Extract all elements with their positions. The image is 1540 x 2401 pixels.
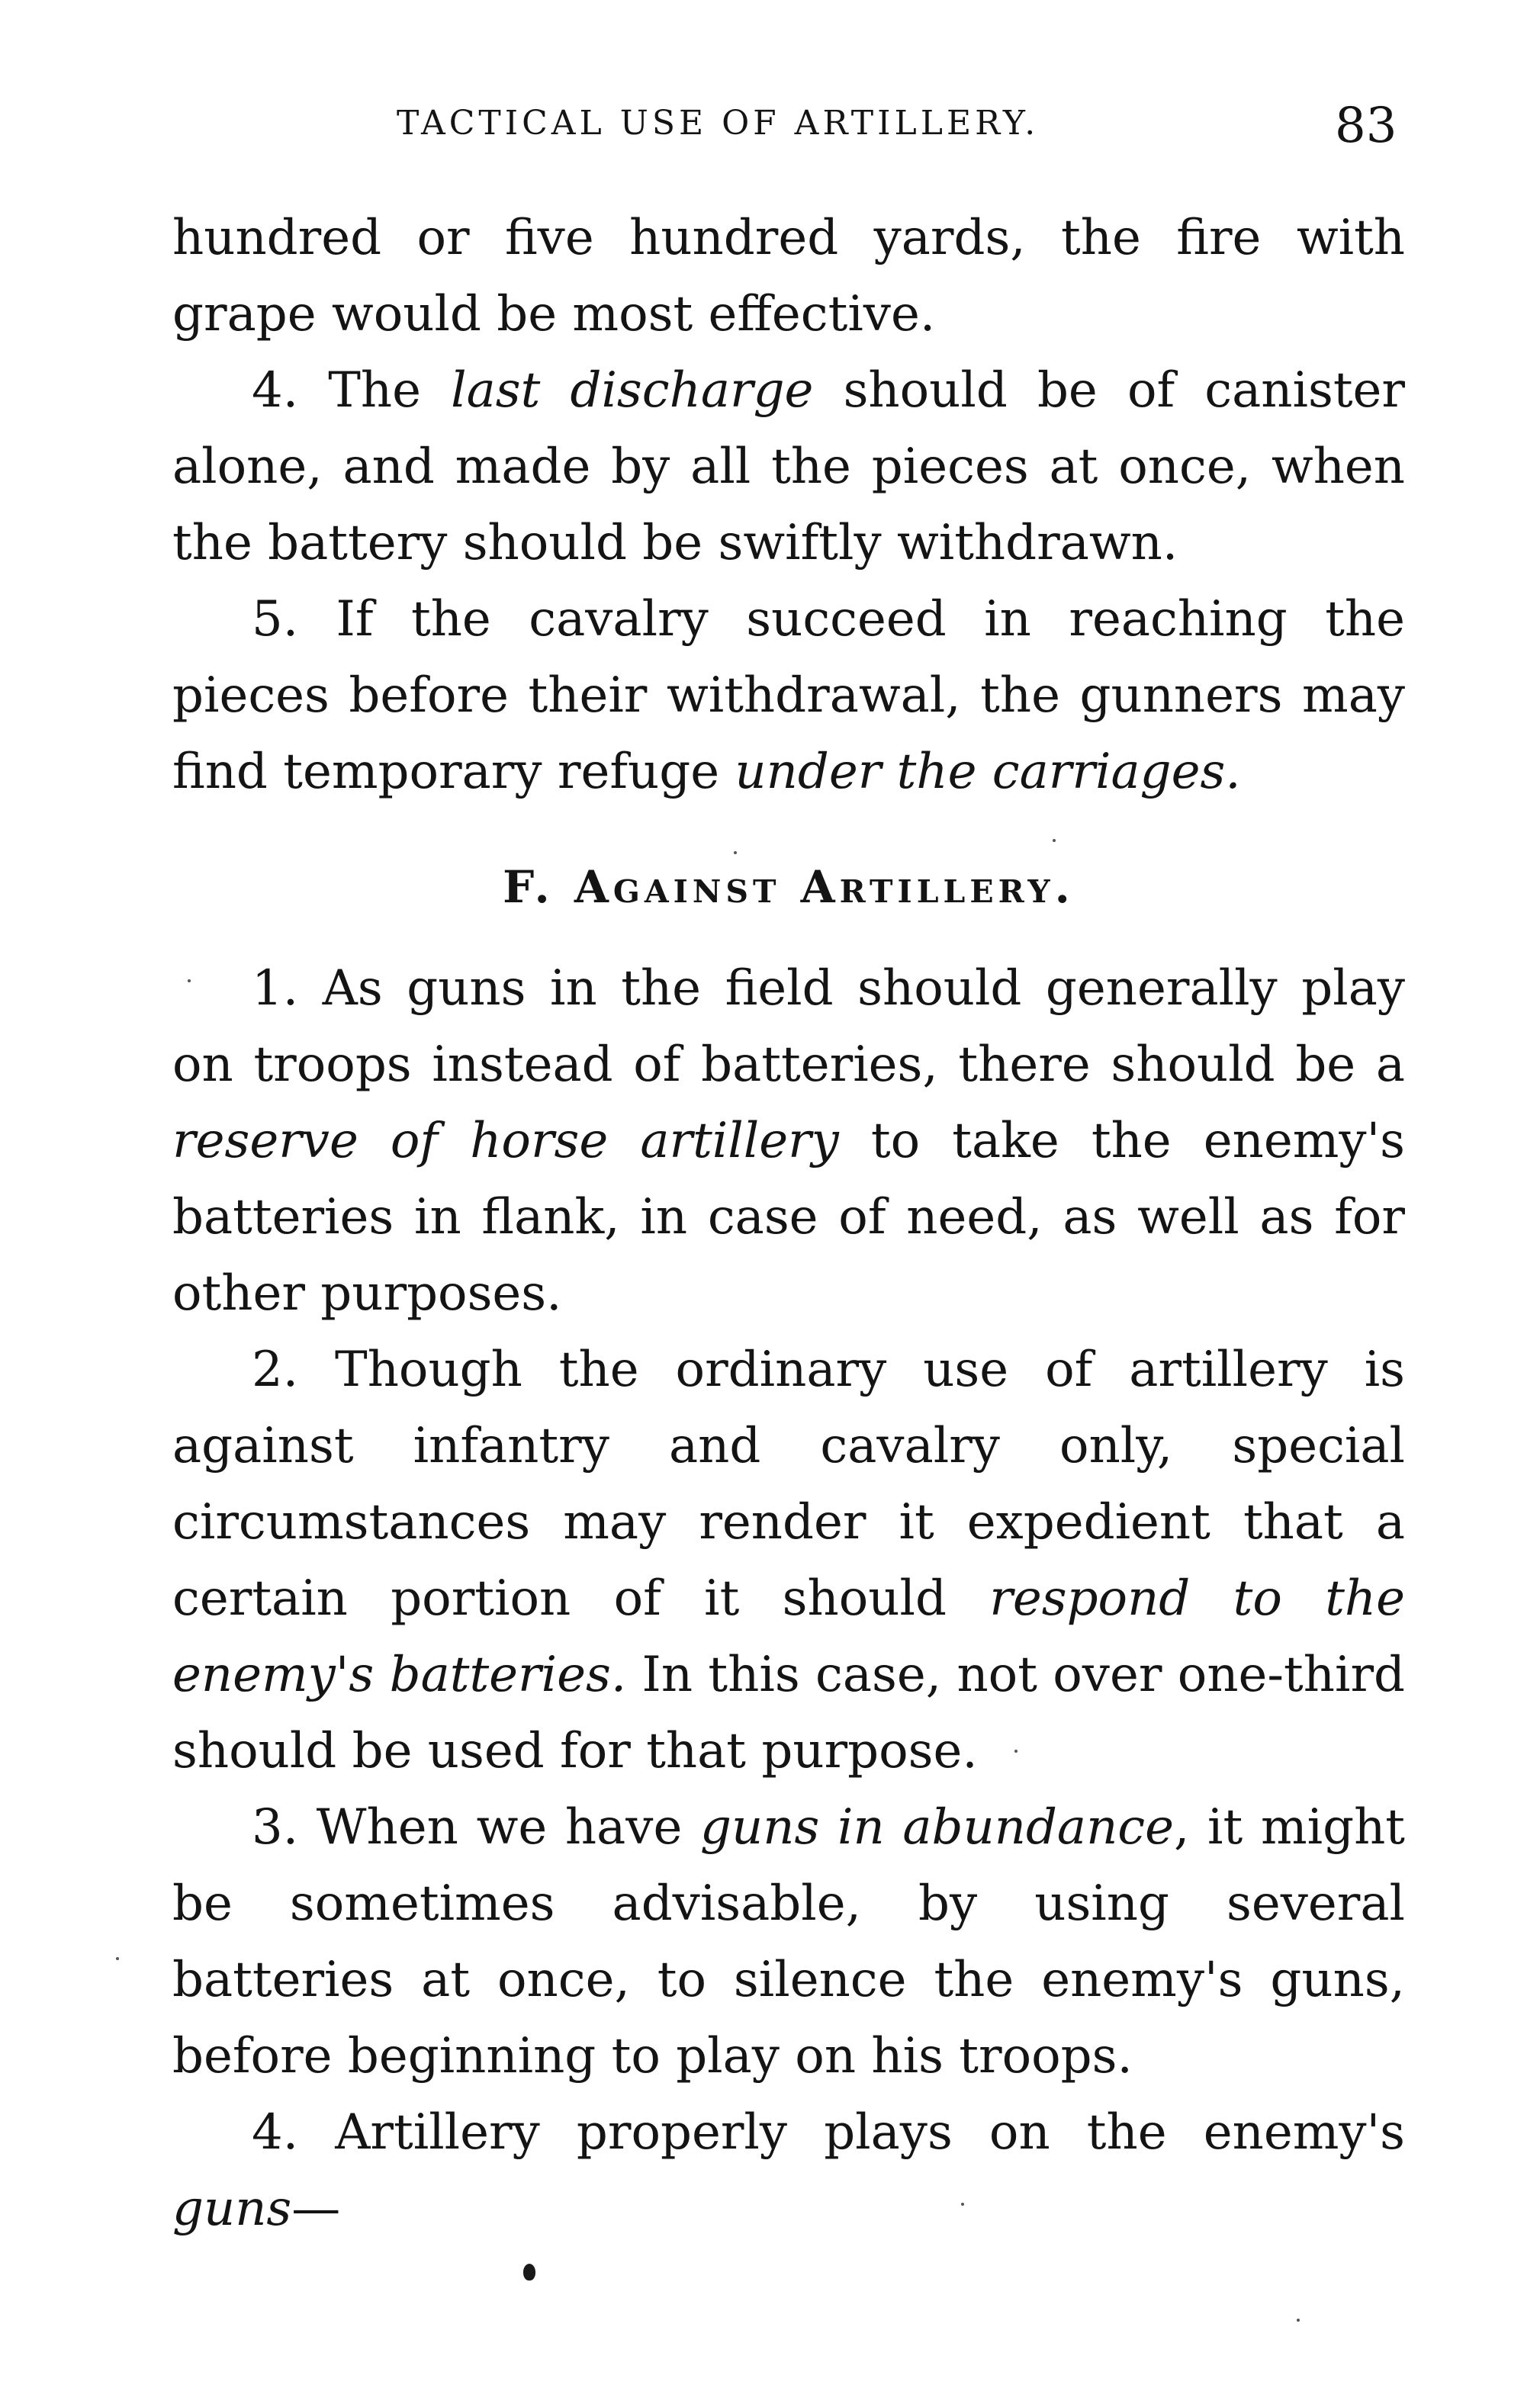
italic-phrase: guns in abundance [700,1799,1174,1856]
text-run: hundred or five hundred yards, the fire with grape would be most effective. [172,210,1405,342]
paragraph-item-5 [172,581,1405,810]
text-run: to take the enemy's batteries in flank, in case of need, as well as for other purposes. [172,1113,1406,1322]
section-paragraph-4 [172,2094,1405,2247]
print-speck [1297,2319,1300,2322]
print-speck [961,2203,964,2206]
print-speck [188,979,191,982]
ink-blot [523,2264,535,2280]
text-run: 4. Artillery properly plays on the enemy's [252,2104,1405,2161]
italic-phrase: guns [172,2181,292,2237]
section-paragraph-1 [172,950,1405,1332]
running-head [0,98,1540,159]
italic-phrase: under the carriages. [735,744,1241,800]
section-paragraph-3 [172,1789,1405,2094]
italic-phrase: reserve of horse artillery [172,1113,839,1169]
body-text [172,200,1405,2247]
print-speck [734,851,737,854]
text-run: — [291,2181,341,2237]
text-run: 3. When we have [252,1799,701,1856]
italic-phrase: last discharge [451,362,814,419]
section-paragraph-2 [172,1332,1405,1789]
print-speck [116,1957,119,1960]
paragraph-item-4 [172,352,1405,581]
text-run: 2. Though the ordinary use of artillery is against infantry and cavalry only, special circumstances may render it expedient that a certain portion of it should [172,1342,1405,1627]
paragraph-continued [172,200,1405,352]
print-speck [1053,839,1056,842]
text-run: , it might be sometimes advisable, by using several batteries at once, to silence the enemy's guns, before beginning to play on his troops. [172,1799,1405,2084]
print-speck [1014,1750,1018,1753]
text-run: 1. As guns in the field should generally play on troops instead of batteries, there should be a [172,960,1405,1093]
italic-phrase: respond to the enemy's batteries. [172,1570,1406,1703]
running-title: TACTICAL USE OF ARTILLERY. [397,104,1040,143]
page-number: 83 [1335,98,1397,154]
section-heading: F. Against Artillery. [503,861,1075,913]
text-run: 4. The [252,362,452,419]
text-run: should be of canister alone, and made by all the pieces at once, when the battery should be swiftly withdrawn. [172,362,1406,571]
text-run: 5. If the cavalry succeed in reaching the pieces before their withdrawal, the gunners may find temporary refuge [172,591,1405,800]
text-run: In this case, not over one-third should be used for that purpose. [172,1647,1406,1779]
